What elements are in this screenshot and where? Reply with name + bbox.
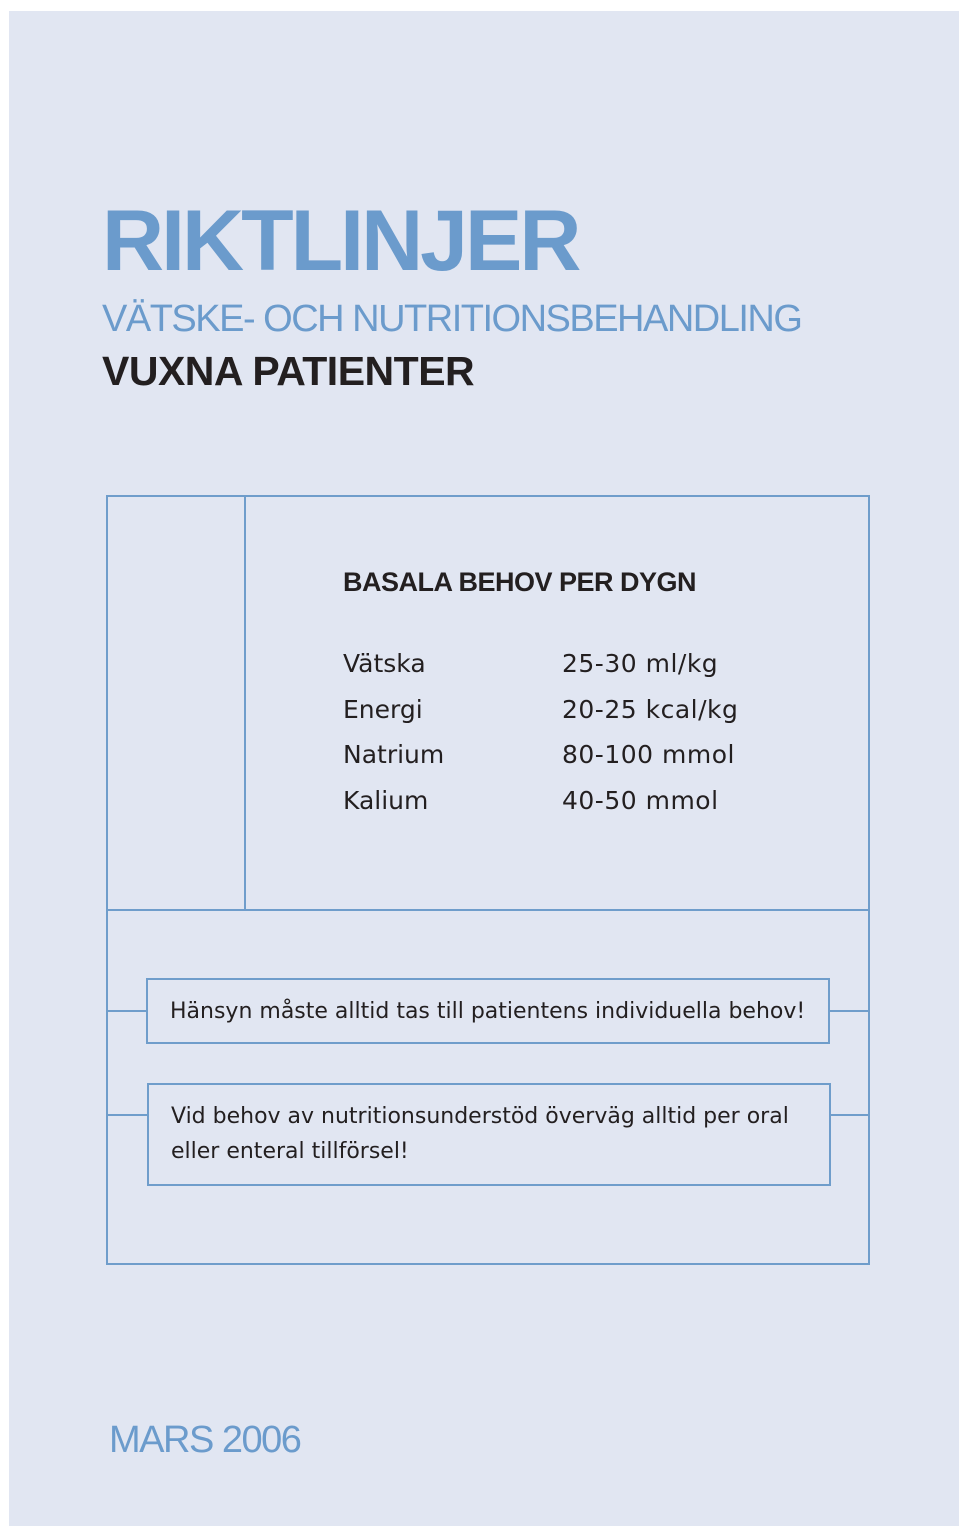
requirement-value: 20-25 kcal/kg: [562, 695, 739, 724]
requirement-label: Natrium: [343, 740, 445, 769]
note-connector-left: [107, 1114, 147, 1116]
requirement-value: 40-50 mmol: [562, 786, 719, 815]
frame-divider-horizontal: [106, 909, 870, 911]
requirement-label: Energi: [343, 695, 423, 724]
note-connector-left: [107, 1010, 147, 1012]
requirement-value: 25-30 ml/kg: [562, 649, 719, 678]
document-title: RIKTLINJER: [102, 193, 579, 289]
publication-date: MARS 2006: [109, 1419, 301, 1461]
basal-needs-heading: BASALA BEHOV PER DYGN: [343, 567, 697, 597]
frame-divider-vertical: [244, 495, 246, 911]
requirement-label: Vätska: [343, 649, 426, 678]
individual-needs-note: Hänsyn måste alltid tas till patientens individuella behov!: [146, 978, 830, 1044]
requirement-value: 80-100 mmol: [562, 740, 735, 769]
requirement-label: Kalium: [343, 786, 429, 815]
nutrition-support-note: Vid behov av nutritionsunderstöd överväg alltid per oral eller enteral tillförsel!: [147, 1083, 831, 1186]
note-connector-right: [829, 1010, 869, 1012]
audience-heading: VUXNA PATIENTER: [102, 348, 475, 394]
document-subtitle: VÄTSKE- OCH NUTRITIONSBEHANDLING: [102, 298, 802, 340]
note-connector-right: [829, 1114, 869, 1116]
